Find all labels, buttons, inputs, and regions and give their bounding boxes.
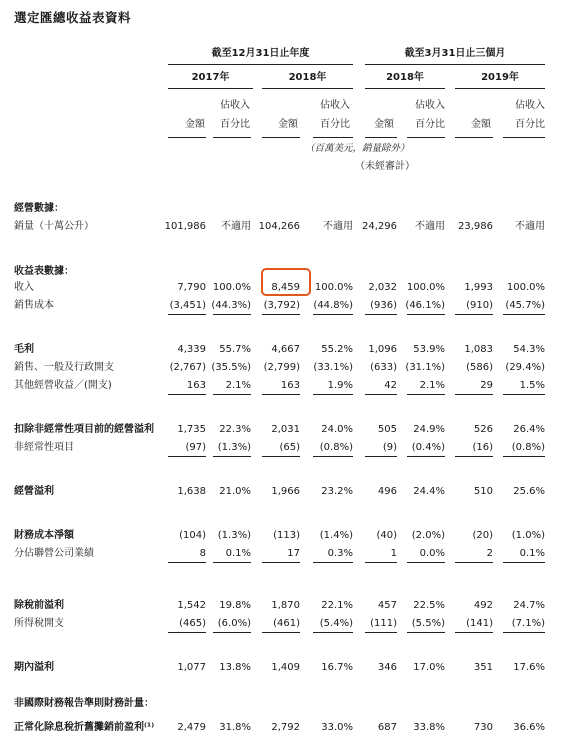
amount-cell: 457 xyxy=(377,600,397,611)
percent-cell: 13.8% xyxy=(219,662,251,673)
amount-cell: 17 xyxy=(287,548,300,559)
subtotal-rule xyxy=(168,394,206,395)
percent-cell: 24.0% xyxy=(321,424,353,435)
amount-cell: 1,993 xyxy=(464,282,493,293)
percent-cell: (44.3%) xyxy=(211,300,251,311)
amount-header: 金額 xyxy=(471,119,491,130)
amount-cell: 163 xyxy=(186,380,206,391)
subtotal-rule xyxy=(262,632,300,633)
percent-cell: 22.1% xyxy=(321,600,353,611)
pct-header: 百分比 xyxy=(220,119,250,130)
percent-cell: (31.1%) xyxy=(405,362,445,373)
amount-header: 金額 xyxy=(185,119,205,130)
amount-cell: 7,790 xyxy=(177,282,206,293)
subtotal-rule xyxy=(213,314,251,315)
percent-cell: 53.9% xyxy=(413,344,445,355)
percent-cell: 55.7% xyxy=(219,344,251,355)
percent-cell: 21.0% xyxy=(219,486,251,497)
subtotal-rule xyxy=(168,456,206,457)
year-2019-quarter: 2019年 xyxy=(481,72,519,83)
subtotal-rule xyxy=(407,456,445,457)
row-label: 銷售、一般及行政開支 xyxy=(14,362,114,373)
percent-cell: (35.5%) xyxy=(211,362,251,373)
subtotal-rule xyxy=(455,314,493,315)
amount-cell: (2,799) xyxy=(263,362,300,373)
percent-cell: (44.8%) xyxy=(313,300,353,311)
percent-cell: (1.3%) xyxy=(217,442,251,453)
amount-cell: (936) xyxy=(370,300,397,311)
amount-cell: 2,792 xyxy=(271,722,300,733)
amount-cell: (97) xyxy=(185,442,206,453)
percent-cell: (45.7%) xyxy=(505,300,545,311)
divider xyxy=(168,88,253,89)
percent-cell: 不適用 xyxy=(323,221,353,232)
percent-cell: (33.1%) xyxy=(313,362,353,373)
divider xyxy=(365,64,545,65)
percent-cell: 55.2% xyxy=(321,344,353,355)
pct-header: 百分比 xyxy=(415,119,445,130)
subtotal-rule xyxy=(455,394,493,395)
row-label: 收入 xyxy=(14,282,34,293)
subtotal-rule xyxy=(313,562,353,563)
amount-cell: 1,077 xyxy=(177,662,206,673)
percent-cell: (2.0%) xyxy=(411,530,445,541)
divider xyxy=(455,137,493,138)
row-label: 分佔聯營公司業績 xyxy=(14,548,94,559)
subtotal-rule xyxy=(503,632,545,633)
subtotal-rule xyxy=(262,456,300,457)
subtotal-rule xyxy=(365,314,397,315)
percent-cell: 100.0% xyxy=(212,282,251,293)
subtotal-rule xyxy=(455,562,493,563)
amount-cell: 1 xyxy=(390,548,397,559)
divider xyxy=(407,137,445,138)
percent-cell: 24.7% xyxy=(513,600,545,611)
row-label: 經營溢利 xyxy=(14,486,54,497)
unit-note: （百萬美元，銷量除外） xyxy=(305,143,410,154)
percent-cell: (0.4%) xyxy=(411,442,445,453)
amount-cell: 510 xyxy=(473,486,493,497)
percent-cell: (6.0%) xyxy=(217,618,251,629)
amount-cell: (20) xyxy=(472,530,493,541)
percent-cell: 100.0% xyxy=(506,282,545,293)
percent-cell: (1.0%) xyxy=(511,530,545,541)
percent-cell: 2.1% xyxy=(225,380,251,391)
amount-cell: 104,266 xyxy=(258,221,300,232)
subtotal-rule xyxy=(365,562,397,563)
percent-cell: 22.5% xyxy=(413,600,445,611)
percent-cell: (1.3%) xyxy=(217,530,251,541)
percent-cell: 25.6% xyxy=(513,486,545,497)
period-annual: 截至12月31日止年度 xyxy=(211,48,310,59)
divider xyxy=(313,137,353,138)
row-label: 銷量（十萬公升） xyxy=(14,221,94,232)
percent-cell: 1.5% xyxy=(519,380,545,391)
percent-cell: 24.9% xyxy=(413,424,445,435)
row-label: 正常化除息稅折舊攤銷前盈利⁽¹⁾ xyxy=(14,722,155,733)
divider xyxy=(262,137,300,138)
percent-cell: 不適用 xyxy=(515,221,545,232)
amount-cell: (465) xyxy=(179,618,206,629)
amount-cell: 2,479 xyxy=(177,722,206,733)
amount-cell: 526 xyxy=(473,424,493,435)
amount-cell: 492 xyxy=(473,600,493,611)
percent-cell: 23.2% xyxy=(321,486,353,497)
period-quarter: 截至3月31日止三個月 xyxy=(404,48,506,59)
row-label: 除稅前溢利 xyxy=(14,600,64,611)
amount-cell: 42 xyxy=(384,380,397,391)
percent-cell: 19.8% xyxy=(219,600,251,611)
amount-cell: (65) xyxy=(279,442,300,453)
amount-cell: (40) xyxy=(376,530,397,541)
subtotal-rule xyxy=(168,632,206,633)
pct-header: 佔收入 xyxy=(415,100,445,111)
row-label: 其他經營收益／(開支) xyxy=(14,380,112,391)
amount-cell: 1,735 xyxy=(177,424,206,435)
subtotal-rule xyxy=(213,456,251,457)
percent-cell: 33.8% xyxy=(413,722,445,733)
amount-cell: (3,792) xyxy=(263,300,300,311)
percent-cell: 22.3% xyxy=(219,424,251,435)
amount-cell: 2,032 xyxy=(368,282,397,293)
percent-cell: 33.0% xyxy=(321,722,353,733)
amount-cell: 163 xyxy=(280,380,300,391)
divider xyxy=(503,137,545,138)
subtotal-rule xyxy=(503,562,545,563)
subtotal-rule xyxy=(407,632,445,633)
amount-cell: 8,459 xyxy=(271,282,300,293)
subtotal-rule xyxy=(313,632,353,633)
percent-cell: 2.1% xyxy=(419,380,445,391)
year-2018-annual: 2018年 xyxy=(288,72,327,83)
amount-cell: 1,083 xyxy=(464,344,493,355)
row-label: 毛利 xyxy=(14,344,34,355)
amount-header: 金額 xyxy=(278,119,298,130)
subtotal-rule xyxy=(365,456,397,457)
subtotal-rule xyxy=(213,394,251,395)
percent-cell: 36.6% xyxy=(513,722,545,733)
percent-cell: 100.0% xyxy=(314,282,353,293)
amount-cell: 1,870 xyxy=(271,600,300,611)
amount-cell: (141) xyxy=(466,618,493,629)
percent-cell: 17.6% xyxy=(513,662,545,673)
subtotal-rule xyxy=(262,394,300,395)
pct-header: 佔收入 xyxy=(220,100,250,111)
subtotal-rule xyxy=(168,562,206,563)
row-label: 所得稅開支 xyxy=(14,618,64,629)
divider xyxy=(365,88,445,89)
subtotal-rule xyxy=(365,632,397,633)
amount-cell: (104) xyxy=(179,530,206,541)
percent-cell: (46.1%) xyxy=(405,300,445,311)
percent-cell: 1.9% xyxy=(327,380,353,391)
amount-cell: (113) xyxy=(273,530,300,541)
section-operating-data: 經營數據： xyxy=(14,203,64,214)
percent-cell: 0.0% xyxy=(419,548,445,559)
subtotal-rule xyxy=(455,456,493,457)
amount-cell: 24,296 xyxy=(362,221,397,232)
amount-cell: (2,767) xyxy=(169,362,206,373)
amount-cell: (111) xyxy=(370,618,397,629)
amount-cell: 1,966 xyxy=(271,486,300,497)
amount-cell: 4,339 xyxy=(177,344,206,355)
amount-cell: 4,667 xyxy=(271,344,300,355)
row-label: 非經常性項目 xyxy=(14,442,74,453)
pct-header: 百分比 xyxy=(515,119,545,130)
subtotal-rule xyxy=(365,394,397,395)
percent-cell: 24.4% xyxy=(413,486,445,497)
subtotal-rule xyxy=(503,314,545,315)
percent-cell: 0.1% xyxy=(225,548,251,559)
amount-cell: (9) xyxy=(382,442,397,453)
subtotal-rule xyxy=(503,456,545,457)
subtotal-rule xyxy=(262,314,300,315)
subtotal-rule xyxy=(407,562,445,563)
percent-cell: 54.3% xyxy=(513,344,545,355)
amount-cell: 1,096 xyxy=(368,344,397,355)
percent-cell: 不適用 xyxy=(221,221,251,232)
amount-cell: 101,986 xyxy=(164,221,206,232)
amount-header: 金額 xyxy=(374,119,394,130)
amount-cell: (633) xyxy=(370,362,397,373)
amount-cell: 687 xyxy=(377,722,397,733)
amount-cell: 730 xyxy=(473,722,493,733)
percent-cell: (5.5%) xyxy=(411,618,445,629)
divider xyxy=(455,88,545,89)
pct-header: 佔收入 xyxy=(515,100,545,111)
year-2017: 2017年 xyxy=(191,72,230,83)
percent-cell: 31.8% xyxy=(219,722,251,733)
subtotal-rule xyxy=(407,314,445,315)
divider xyxy=(262,88,353,89)
percent-cell: 不適用 xyxy=(415,221,445,232)
percent-cell: 16.7% xyxy=(321,662,353,673)
amount-cell: 1,638 xyxy=(177,486,206,497)
divider xyxy=(213,137,251,138)
subtotal-rule xyxy=(262,562,300,563)
divider xyxy=(168,64,353,65)
subtotal-rule xyxy=(313,314,353,315)
amount-cell: (16) xyxy=(472,442,493,453)
amount-cell: 346 xyxy=(377,662,397,673)
subtotal-rule xyxy=(168,314,206,315)
row-label: 財務成本淨額 xyxy=(14,530,74,541)
row-label: 扣除非經常性項目前的經營溢利 xyxy=(14,424,154,435)
percent-cell: 0.1% xyxy=(519,548,545,559)
divider xyxy=(168,137,206,138)
percent-cell: (0.8%) xyxy=(511,442,545,453)
percent-cell: (29.4%) xyxy=(505,362,545,373)
pct-header: 佔收入 xyxy=(320,100,350,111)
row-label: 銷售成本 xyxy=(14,300,54,311)
page-title: 選定匯總收益表資料 xyxy=(14,10,132,25)
subtotal-rule xyxy=(213,632,251,633)
percent-cell: (7.1%) xyxy=(511,618,545,629)
amount-cell: (461) xyxy=(273,618,300,629)
percent-cell: (5.4%) xyxy=(319,618,353,629)
section-income-statement: 收益表數據： xyxy=(14,266,74,277)
pct-header: 百分比 xyxy=(320,119,350,130)
percent-cell: (1.4%) xyxy=(319,530,353,541)
amount-cell: 496 xyxy=(377,486,397,497)
row-label: 期內溢利 xyxy=(14,662,54,673)
amount-cell: 1,409 xyxy=(271,662,300,673)
subtotal-rule xyxy=(313,456,353,457)
amount-cell: (3,451) xyxy=(169,300,206,311)
amount-cell: 351 xyxy=(473,662,493,673)
section-non-ifrs: 非國際財務報告準則財務計量： xyxy=(14,698,154,709)
amount-cell: 29 xyxy=(480,380,493,391)
amount-cell: (910) xyxy=(466,300,493,311)
subtotal-rule xyxy=(407,394,445,395)
percent-cell: (0.8%) xyxy=(319,442,353,453)
percent-cell: 0.3% xyxy=(327,548,353,559)
subtotal-rule xyxy=(213,562,251,563)
subtotal-rule xyxy=(503,394,545,395)
percent-cell: 100.0% xyxy=(406,282,445,293)
amount-cell: 8 xyxy=(199,548,206,559)
subtotal-rule xyxy=(313,394,353,395)
year-2018-quarter: 2018年 xyxy=(386,72,424,83)
amount-cell: 1,542 xyxy=(177,600,206,611)
amount-cell: 2,031 xyxy=(271,424,300,435)
amount-cell: (586) xyxy=(466,362,493,373)
amount-cell: 505 xyxy=(377,424,397,435)
subtotal-rule xyxy=(455,632,493,633)
percent-cell: 17.0% xyxy=(413,662,445,673)
percent-cell: 26.4% xyxy=(513,424,545,435)
divider xyxy=(365,137,397,138)
amount-cell: 23,986 xyxy=(458,221,493,232)
unaudited-note: （未經審計） xyxy=(355,161,415,172)
amount-cell: 2 xyxy=(486,548,493,559)
